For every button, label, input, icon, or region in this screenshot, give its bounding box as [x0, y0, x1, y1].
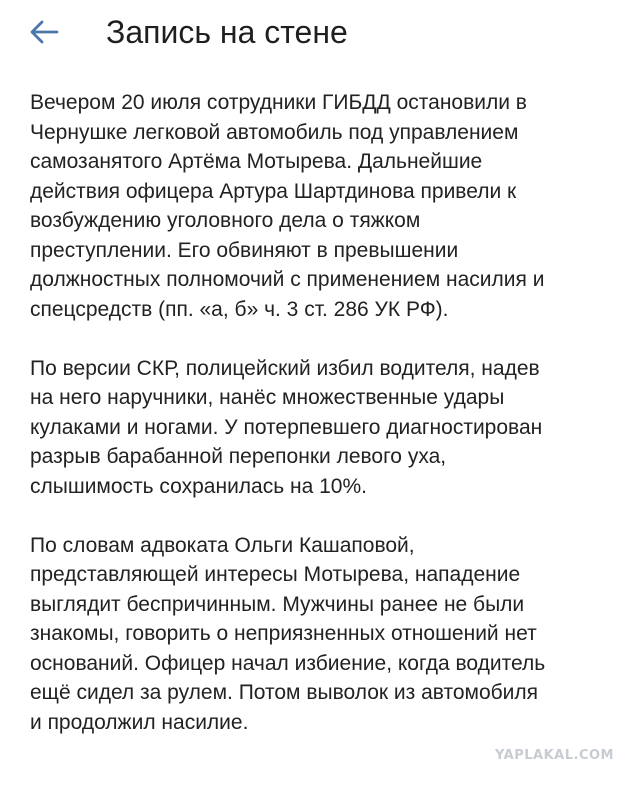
- watermark: YAPLAKAL.COM: [495, 748, 614, 763]
- back-button[interactable]: [22, 12, 66, 52]
- post-text: [30, 88, 630, 767]
- app-header: [0, 0, 640, 66]
- page-title: Запись на стене: [106, 14, 348, 50]
- arrow-left-icon: [29, 20, 59, 44]
- post-paragraph-3: По словам адвоката Ольги Кашаповой, представляющей интересы Мотырева, нападение выглядит беспричинным. Мужчины ранее не были знакомы, говорить о неприязненных отношений нет оснований. Офицер начал избиение, когда водитель ещё сидел за рулем. Потом выволок из автомобиля и продолжил насилие.: [30, 533, 546, 734]
- post-paragraph-1: Вечером 20 июля сотрудники ГИБДД остановили в Чернушке легковой автомобиль под управлением самозанятого Артёма Мотырева. Дальнейшие действия офицера Артура Шартдинова привели к возбуждению уголовного дела о тяжком преступлении. Его обвиняют в превышении должностных полномочий с применением насилия и спецсредств (пп. «а, б» ч. 3 ст. 286 УК РФ).: [30, 91, 545, 321]
- post-paragraph-2: По версии СКР, полицейский избил водителя, надев на него наручники, нанёс множественные удары кулаками и ногами. У потерпевшего диагностирован разрыв барабанной перепонки левого уха, слышимость сохранилась на 10%.: [30, 356, 543, 498]
